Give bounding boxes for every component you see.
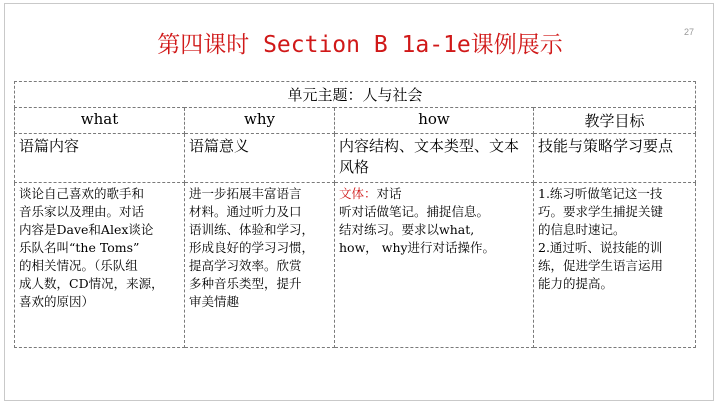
- genre-label: 文体：: [339, 186, 377, 201]
- subheader-structure: 内容结构、文本类型、文本风格: [335, 134, 534, 183]
- subheader-meaning: 语篇意义: [185, 134, 335, 183]
- text-line: 音乐家以及理由。对话: [19, 204, 145, 219]
- text-line: 审美情趣: [189, 294, 240, 309]
- cell-how: [335, 183, 534, 348]
- lesson-table: [14, 81, 696, 348]
- header-row: [15, 108, 696, 134]
- header-why: why: [185, 108, 335, 134]
- text-line: 进一步拓展丰富语言: [189, 186, 302, 201]
- text-line: 成人数，CD情况，来源，: [19, 276, 164, 291]
- genre-value: 对话: [376, 186, 402, 201]
- slide-title: 第四课时 Section B 1a-1e课例展示: [157, 32, 563, 58]
- header-how: how: [335, 108, 534, 134]
- text-line: 听对话做笔记。捕捉信息。: [339, 204, 490, 219]
- cell-goals: [534, 183, 696, 348]
- text-line: how， why进行对话操作。: [339, 240, 496, 255]
- text-line: 的信息时速记。: [538, 222, 626, 237]
- subheader-content: 语篇内容: [15, 134, 185, 183]
- text-line: 材料。通过听力及口: [189, 204, 302, 219]
- text-line: 喜欢的原因）: [19, 294, 95, 309]
- text-line: 巧。要求学生捕捉关键: [538, 204, 664, 219]
- header-goals: 教学目标: [534, 108, 696, 134]
- header-what: what: [15, 108, 185, 134]
- text-line: 的相关情况。（乐队组: [19, 258, 138, 273]
- text-line: 2.通过听、说技能的训: [538, 240, 663, 255]
- theme-row: [15, 82, 696, 108]
- text-line: 多种音乐类型，提升: [189, 276, 302, 291]
- subheader-skills: 技能与策略学习要点: [534, 134, 696, 183]
- text-line: 谈论自己喜欢的歌手和: [19, 186, 145, 201]
- cell-what: [15, 183, 185, 348]
- cell-why: [185, 183, 335, 348]
- text-line: 1.练习听做笔记这一技: [538, 186, 663, 201]
- text-line: 形成良好的学习习惯，: [189, 240, 315, 255]
- page-number: 27: [683, 27, 694, 37]
- text-line: 内容是Dave和Alex谈论: [19, 222, 154, 237]
- subheader-row: [15, 134, 696, 183]
- text-line: 语训练、体验和学习，: [189, 222, 315, 237]
- text-line: 练，促进学生语言运用: [538, 258, 664, 273]
- body-row: [15, 183, 696, 348]
- text-line: 提高学习效率。欣赏: [189, 258, 302, 273]
- unit-theme: 单元主题：人与社会: [15, 82, 696, 108]
- text-line: 结对练习。要求以what,: [339, 222, 475, 237]
- genre-line: [339, 185, 529, 203]
- text-line: 能力的提高。: [538, 276, 614, 291]
- text-line: 乐队名叫“the Toms”: [19, 240, 140, 255]
